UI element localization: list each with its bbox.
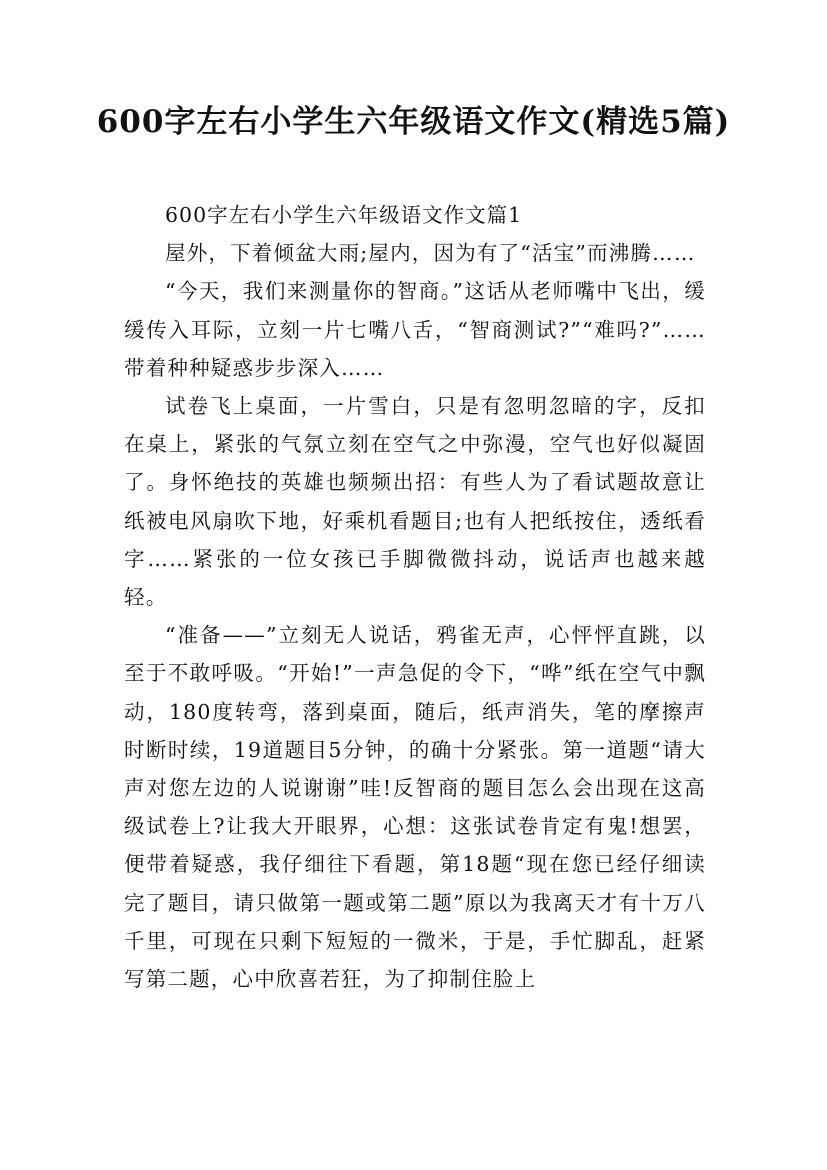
document-body [124,196,706,998]
paragraph-3: 试卷飞上桌面，一片雪白，只是有忽明忽暗的字，反扣在桌上，紧张的气氛立刻在空气之中弥漫，空气也好似凝固了。身怀绝技的英雄也频频出招：有些人为了看试题故意让纸被电风扇吹下地，好乘机看题目;也有人把纸按住，透纸看字……紧张的一位女孩已手脚微微抖动，说话声也越来越轻。 [124,394,706,610]
document-title: 600字左右小学生六年级语文作文(精选5篇) [96,104,731,140]
paragraph-1: 屋外，下着倾盆大雨;屋内，因为有了“活宝”而沸腾…… [165,241,696,266]
section-heading: 600字左右小学生六年级语文作文篇1 [165,203,523,227]
paragraph-4: “准备——”立刻无人说话，鸦雀无声，心怦怦直跳，以至于不敢呼吸。“开始!”一声急促的令下，“哗”纸在空气中飘动，180度转弯，落到桌面，随后，纸声消失，笔的摩擦声时断时续，19道题目5分钟，的确十分紧张。第一道题“请大声对您左边的人说谢谢”哇!反智商的题目怎么会出现在这高级试卷上?让我大开眼界，心想：这张试卷肯定有鬼!想罢，便带着疑惑，我仔细往下看题，第18题“现在您已经仔细读完了题目，请只做第一题或第二题”原以为我离天才有十万八千里，可现在只剩下短短的一微米，于是，手忙脚乱，赶紧写第二题，心中欣喜若狂，为了抑制住脸上 [124,623,706,992]
paragraph-2: “今天，我们来测量你的智商。”这话从老师嘴中飞出，缓缓传入耳际，立刻一片七嘴八舌，“智商测试?”“难吗?”……带着种种疑惑步步深入…… [124,279,706,380]
